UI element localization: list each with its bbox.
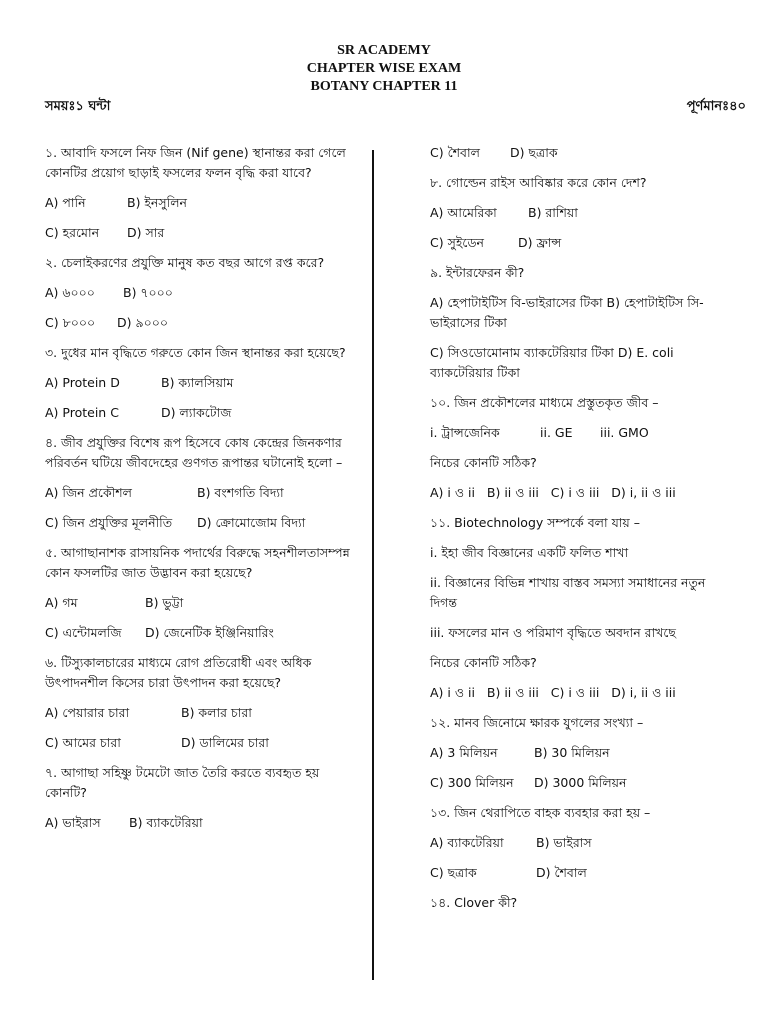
options-block: C) সিওডোমোনাম ব্যাকটেরিয়ার টিকা D) E. coli ব্যাকটেরিয়ার টিকা xyxy=(430,345,674,380)
option: B) ইনসুলিন xyxy=(127,195,187,210)
option: A) ৬০০০ xyxy=(45,285,95,300)
question-13: ১৩. জিন থেরাপিতে বাহক ব্যবহার করা হয় – xyxy=(430,805,651,820)
options-row xyxy=(430,773,730,793)
options-row xyxy=(45,193,350,213)
statement: i. ইহা জীব বিজ্ঞানের একটি ফলিত শাখা xyxy=(430,545,629,560)
statement: ii. বিজ্ঞানের বিভিন্ন শাখায় বাস্তব সমস্যা সমাধানের নতুন দিগন্ত xyxy=(430,575,706,610)
question-5: ৫. আগাছানাশক রাসায়নিক পদার্থের বিরুদ্ধে সহনশীলতাসম্পন্ন কোন ফসলটির জাত উদ্ভাবন করা হয়েছে? xyxy=(45,545,350,580)
option: C) ছত্রাক xyxy=(430,865,477,880)
statement: ii. GE xyxy=(540,425,573,440)
option: A) পানি xyxy=(45,195,86,210)
question-7: ৭. আগাছা সহিষ্ণু টমেটো জাত তৈরি করতে ব্যবহৃত হয় কোনটি? xyxy=(45,765,320,800)
option: A) Protein C xyxy=(45,405,119,420)
options-block: A) হেপাটাইটিস বি-ভাইরাসের টিকা B) হেপাটাইটিস সি-ভাইরাসের টিকা xyxy=(430,295,704,330)
question-9: ৯. ইন্টারফেরন কী? xyxy=(430,265,525,280)
question-14: ১৪. Clover কী? xyxy=(430,895,518,910)
options-row: A) i ও ii B) ii ও iii C) i ও iii D) i, ii ও iii xyxy=(430,685,676,700)
options-row xyxy=(45,283,350,303)
academy-name: SR ACADEMY xyxy=(337,43,431,58)
options-row xyxy=(45,623,350,643)
right-column xyxy=(430,143,730,923)
question-6: ৬. টিস্যুকালচারের মাধ্যমে রোগ প্রতিরোধী এবং অধিক উৎপাদনশীল কিসের চারা উৎপাদন করা হয়েছে? xyxy=(45,655,312,690)
option: D) 3000 মিলিয়ন xyxy=(534,775,627,790)
option: B) 30 মিলিয়ন xyxy=(534,745,610,760)
time-label: সময়ঃ১ ঘন্টা xyxy=(45,99,111,114)
option: D) ছত্রাক xyxy=(510,145,558,160)
option: D) শৈবাল xyxy=(536,865,587,880)
options-row xyxy=(45,403,350,423)
option: A) গম xyxy=(45,595,78,610)
statement: iii. GMO xyxy=(600,425,649,440)
options-row xyxy=(430,833,730,853)
statement: i. ট্রান্সজেনিক xyxy=(430,425,500,440)
question-4: ৪. জীব প্রযুক্তির বিশেষ রূপ হিসেবে কোষ কেন্দ্রের জিনকণার পরিবর্তন ঘটিয়ে জীবদেহের গুণগত রূপান্তর ঘটানোই হলো – xyxy=(45,435,343,470)
option: A) জিন প্রকৌশল xyxy=(45,485,132,500)
option: B) কলার চারা xyxy=(181,705,252,720)
option: D) ডালিমের চারা xyxy=(181,735,269,750)
option: B) ৭০০০ xyxy=(123,285,173,300)
option: C) শৈবাল xyxy=(430,145,480,160)
options-row xyxy=(45,813,350,833)
option: A) আমেরিকা xyxy=(430,205,497,220)
option: C) এন্টোমলজি xyxy=(45,625,122,640)
option: B) ভাইরাস xyxy=(536,835,592,850)
options-row xyxy=(430,233,730,253)
options-row xyxy=(45,483,350,503)
question-10: ১০. জিন প্রকৌশলের মাধ্যমে প্রস্তুতকৃত জীব – xyxy=(430,395,659,410)
options-row xyxy=(45,513,350,533)
question-12: ১২. মানব জিনোমে ক্ষারক যুগলের সংখ্যা – xyxy=(430,715,644,730)
option: D) সার xyxy=(127,225,165,240)
prompt: নিচের কোনটি সঠিক? xyxy=(430,455,537,470)
chapter-title: BOTANY CHAPTER 11 xyxy=(310,79,458,94)
options-row xyxy=(45,703,350,723)
option: A) ব্যাকটেরিয়া xyxy=(430,835,504,850)
full-marks-label: পূর্ণমানঃ৪০ xyxy=(686,99,746,114)
prompt: নিচের কোনটি সঠিক? xyxy=(430,655,537,670)
option: D) ক্রোমোজোম বিদ্যা xyxy=(197,515,306,530)
option: C) হরমোন xyxy=(45,225,100,240)
question-8: ৮. গোল্ডেন রাইস আবিষ্কার করে কোন দেশ? xyxy=(430,175,647,190)
option: B) ভুট্টা xyxy=(145,595,184,610)
options-row xyxy=(45,223,350,243)
exam-title: CHAPTER WISE EXAM xyxy=(306,61,462,76)
option: C) 300 মিলিয়ন xyxy=(430,775,514,790)
question-11: ১১. Biotechnology সম্পর্কে বলা যায় – xyxy=(430,515,641,530)
option: C) আমের চারা xyxy=(45,735,121,750)
question-1: ১. আবাদি ফসলে নিফ জিন (Nif gene) স্থানান্তর করা গেলে কোনটির প্রয়োগ ছাড়াই ফসলের ফলন বৃদ্ধি করা যাবে? xyxy=(45,145,346,180)
options-row xyxy=(430,203,730,223)
options-row xyxy=(45,313,350,333)
options-row xyxy=(45,373,350,393)
option: D) জেনেটিক ইঞ্জিনিয়ারিং xyxy=(145,625,274,640)
option: A) পেয়ারার চারা xyxy=(45,705,130,720)
option: D) ল্যাকটোজ xyxy=(161,405,232,420)
statements-row xyxy=(430,423,730,443)
option: B) ক্যালসিয়াম xyxy=(161,375,234,390)
option: C) জিন প্রযুক্তির মূলনীতি xyxy=(45,515,173,530)
question-3: ৩. দুধের মান বৃদ্ধিতে গরুতে কোন জিন স্থানান্তর করা হয়েছে? xyxy=(45,345,346,360)
options-row xyxy=(45,593,350,613)
options-row xyxy=(430,863,730,883)
options-row xyxy=(430,743,730,763)
option: D) ৯০০০ xyxy=(117,315,168,330)
option: C) ৮০০০ xyxy=(45,315,96,330)
option: A) 3 মিলিয়ন xyxy=(430,745,498,760)
options-row xyxy=(45,733,350,753)
option: A) ভাইরাস xyxy=(45,815,101,830)
column-divider xyxy=(372,150,374,980)
option: C) সুইডেন xyxy=(430,235,485,250)
option: B) ব্যাকটেরিয়া xyxy=(129,815,203,830)
option: B) বংশগতি বিদ্যা xyxy=(197,485,284,500)
options-row xyxy=(430,143,730,163)
option: B) রাশিয়া xyxy=(528,205,578,220)
option: A) Protein D xyxy=(45,375,120,390)
question-2: ২. চেলাইকরণের প্রযুক্তি মানুষ কত বছর আগে রপ্ত করে? xyxy=(45,255,325,270)
option: D) ফ্রান্স xyxy=(518,235,562,250)
left-column xyxy=(45,143,350,843)
statement: iii. ফসলের মান ও পরিমাণ বৃদ্ধিতে অবদান রাখছে xyxy=(430,625,676,640)
options-row: A) i ও ii B) ii ও iii C) i ও iii D) i, ii ও iii xyxy=(430,485,676,500)
